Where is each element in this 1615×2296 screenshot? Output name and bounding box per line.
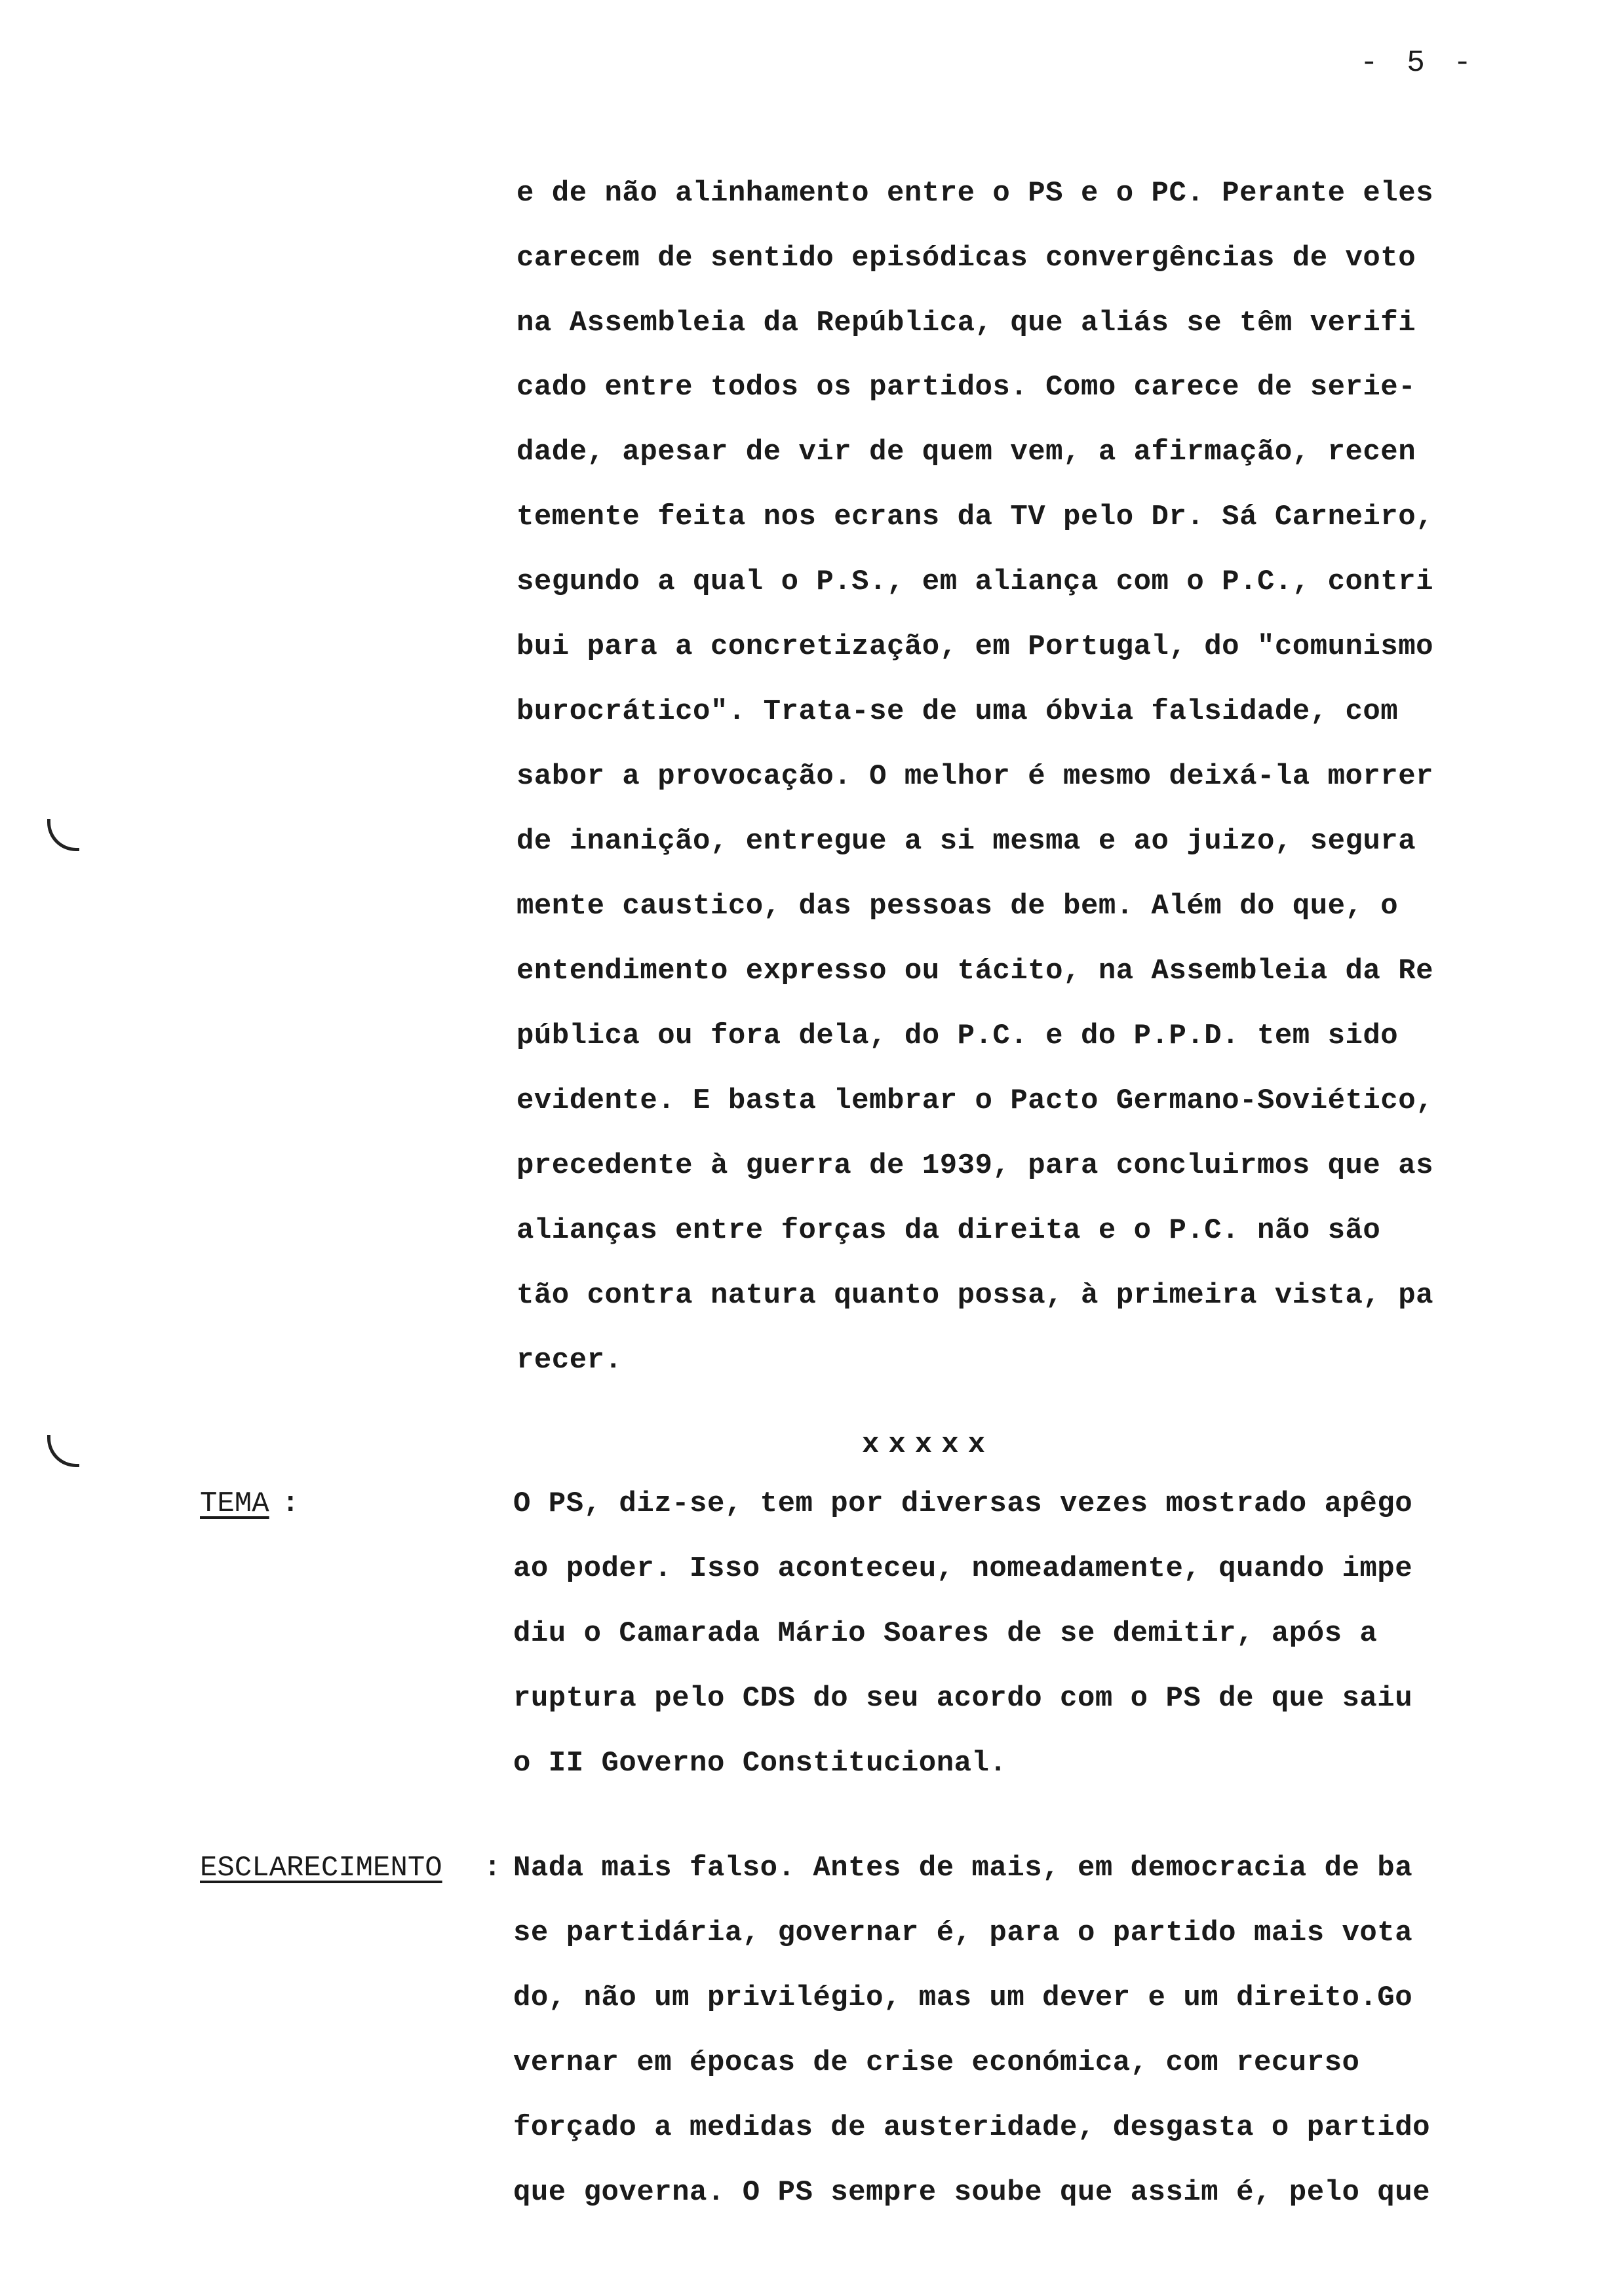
paragraph-line: temente feita nos ecrans da TV pelo Dr. Sá Carneiro, — [516, 501, 1434, 533]
paragraph-line: carecem de sentido episódicas convergências de voto — [516, 242, 1416, 275]
paragraph-line: bui para a concretização, em Portugal, do "comunismo — [516, 630, 1434, 663]
esclarecimento-colon: : — [484, 1852, 501, 1885]
paragraph-line: e de não alinhamento entre o PS e o PC. Perante eles — [516, 177, 1434, 210]
esclarecimento-line: vernar em épocas de crise económica, com recurso — [513, 2046, 1360, 2079]
esclarecimento-label: ESCLARECIMENTO — [200, 1852, 442, 1885]
esclarecimento-line: se partidária, governar é, para o partido mais vota — [513, 1917, 1413, 1949]
paragraph-line: sabor a provocação. O melhor é mesmo deixá-la morrer — [516, 760, 1434, 793]
paragraph-line: tão contra natura quanto possa, à primeira vista, pa — [516, 1279, 1434, 1312]
paragraph-line: segundo a qual o P.S., em aliança com o P.C., contri — [516, 565, 1434, 598]
paragraph-line: recer. — [516, 1344, 623, 1377]
tema-line: o II Governo Constitucional. — [513, 1747, 1007, 1780]
page-number: - 5 - — [1360, 46, 1477, 80]
paragraph-line: de inanição, entregue a si mesma e ao juizo, segura — [516, 825, 1416, 858]
paragraph-line: mente caustico, das pessoas de bem. Além do que, o — [516, 890, 1399, 923]
esclarecimento-line: Nada mais falso. Antes de mais, em democracia de ba — [513, 1852, 1413, 1885]
paragraph-line: dade, apesar de vir de quem vem, a afirmação, recen — [516, 436, 1416, 469]
paragraph-line: entendimento expresso ou tácito, na Assembleia da Re — [516, 955, 1434, 987]
tema-label: TEMA — [200, 1487, 269, 1520]
punch-hole-mark — [47, 1435, 79, 1467]
tema-line: O PS, diz-se, tem por diversas vezes mostrado apêgo — [513, 1487, 1413, 1520]
esclarecimento-line: do, não um privilégio, mas um dever e um direito.Go — [513, 1981, 1413, 2014]
paragraph-line: cado entre todos os partidos. Como carece de serie- — [516, 371, 1416, 404]
tema-line: ruptura pelo CDS do seu acordo com o PS de que saiu — [513, 1682, 1413, 1715]
tema-colon: : — [282, 1487, 300, 1520]
punch-hole-mark — [47, 819, 79, 851]
paragraph-line: na Assembleia da República, que aliás se têm verifi — [516, 307, 1416, 339]
tema-line: diu o Camarada Mário Soares de se demitir, após a — [513, 1617, 1378, 1650]
paragraph-line: burocrático". Trata-se de uma óbvia falsidade, com — [516, 695, 1399, 728]
tema-line: ao poder. Isso aconteceu, nomeadamente, quando impe — [513, 1552, 1413, 1585]
paragraph-line: evidente. E basta lembrar o Pacto Germano-Soviético, — [516, 1084, 1434, 1117]
paragraph-line: alianças entre forças da direita e o P.C. não são — [516, 1214, 1381, 1247]
section-separator: xxxxx — [862, 1428, 995, 1461]
esclarecimento-line: que governa. O PS sempre soube que assim é, pelo que — [513, 2176, 1431, 2209]
paragraph-line: precedente à guerra de 1939, para concluirmos que as — [516, 1149, 1434, 1182]
esclarecimento-line: forçado a medidas de austeridade, desgasta o partido — [513, 2111, 1431, 2144]
paragraph-line: pública ou fora dela, do P.C. e do P.P.D. tem sido — [516, 1020, 1399, 1052]
